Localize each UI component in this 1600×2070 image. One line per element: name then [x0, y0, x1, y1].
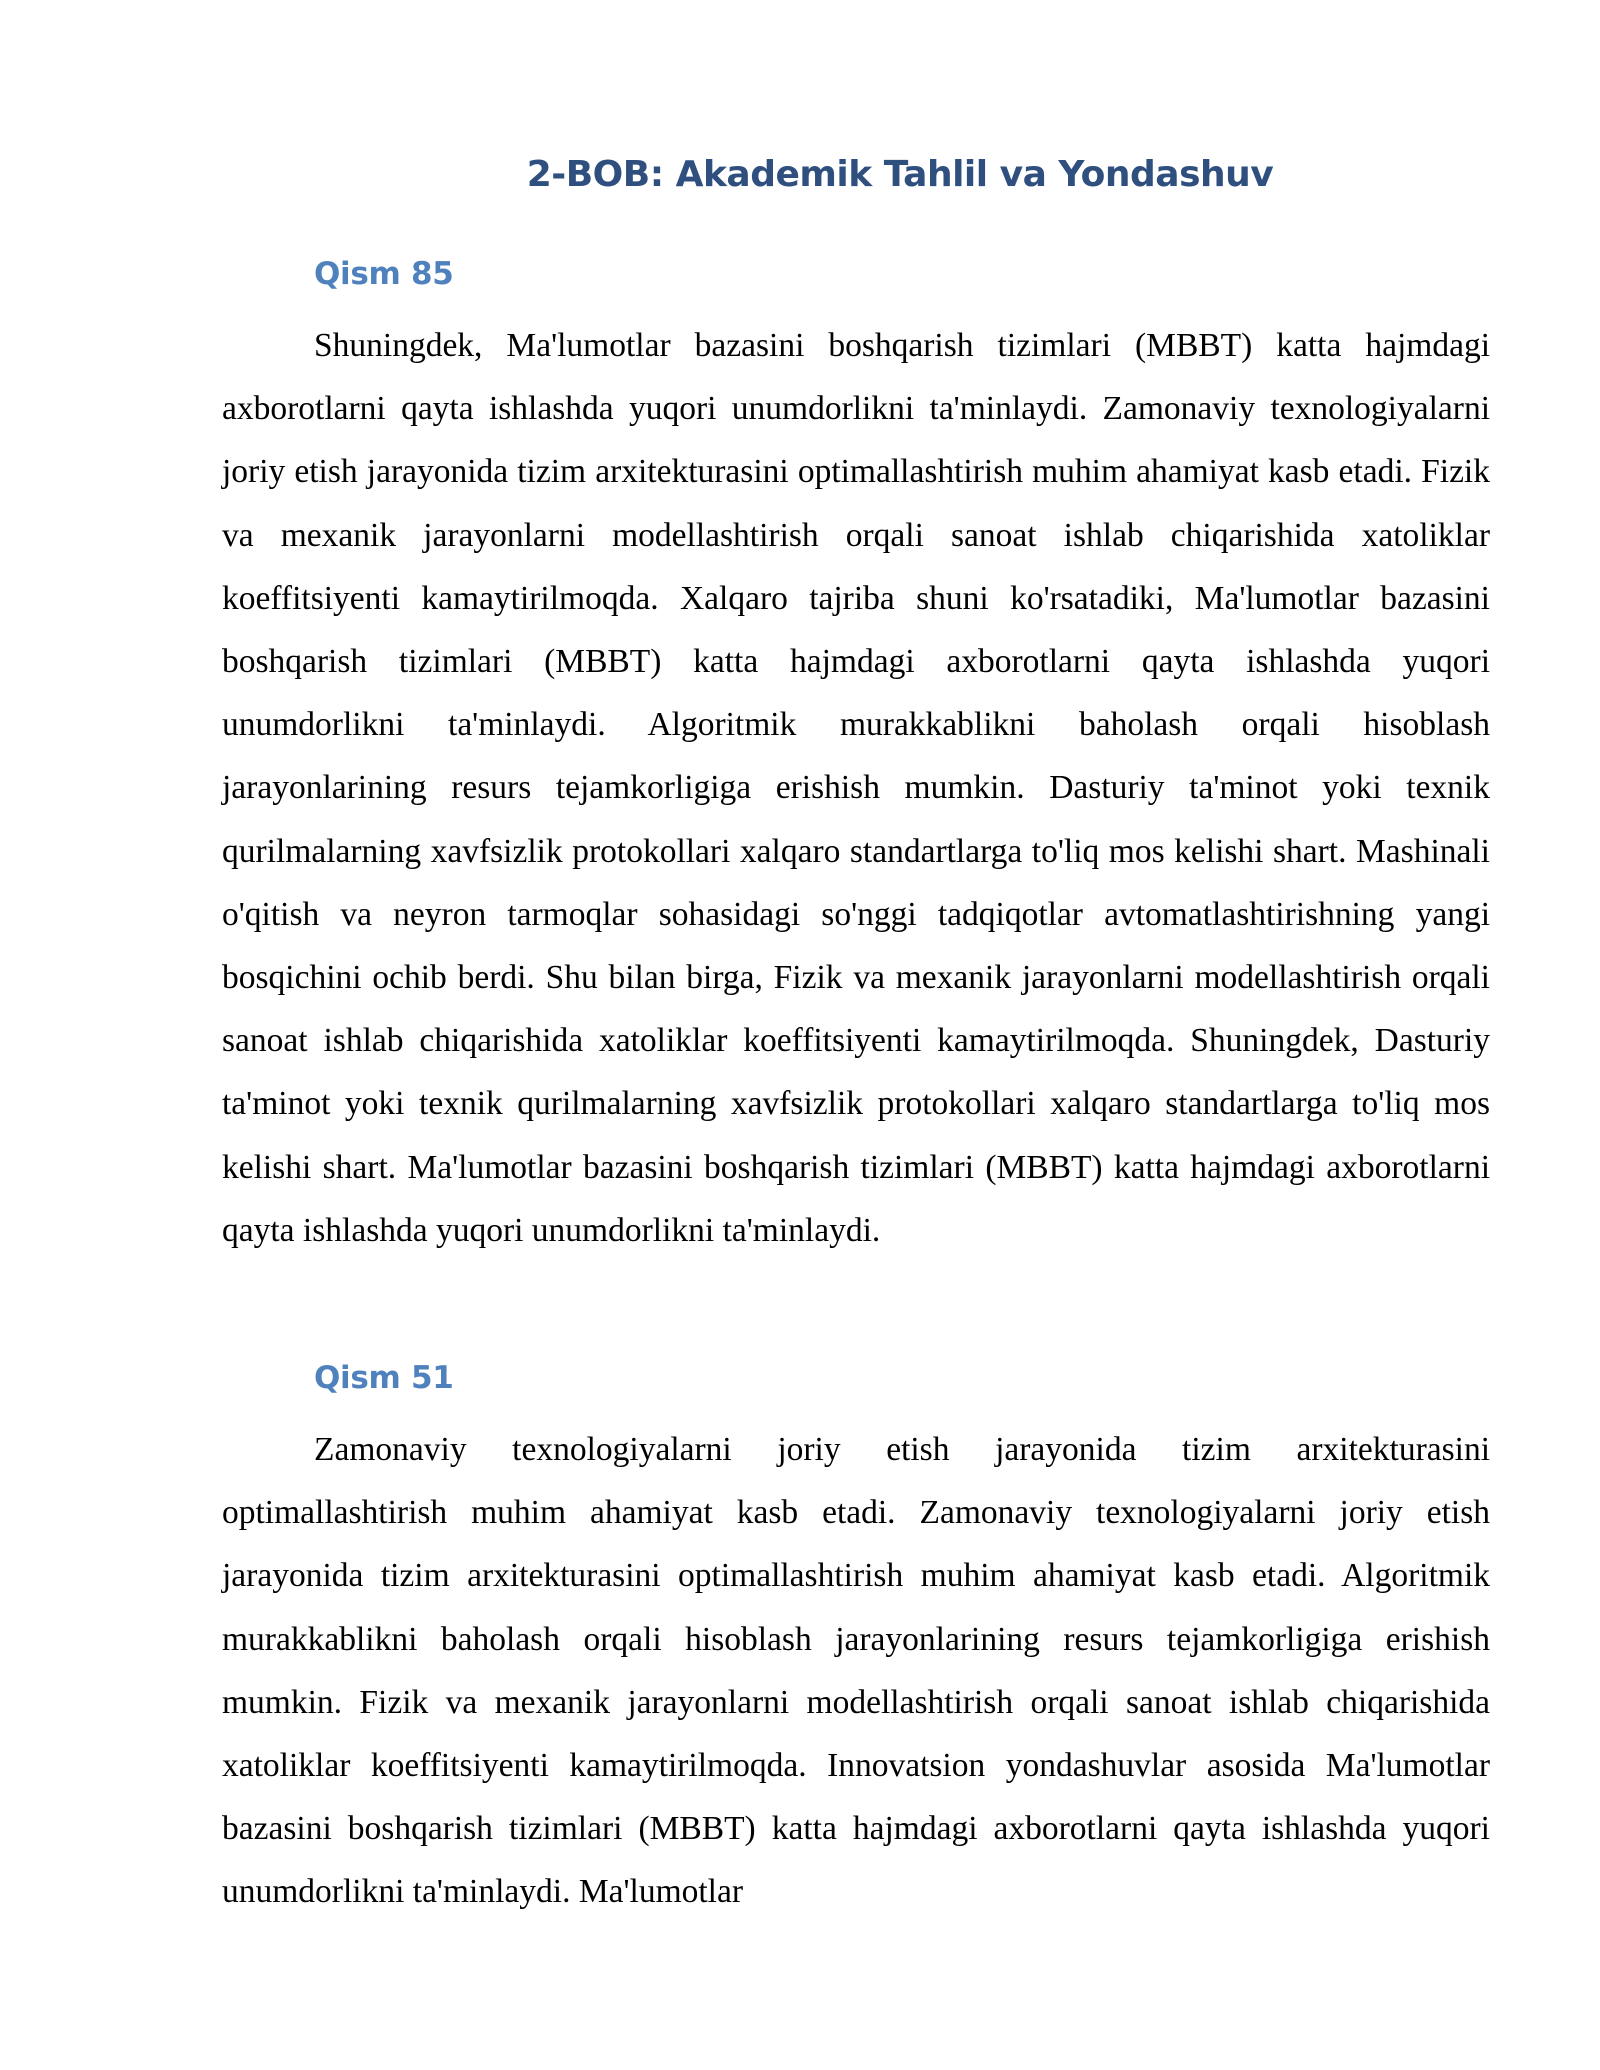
section-heading: Qism 85: [314, 256, 454, 292]
chapter-title: 2-BOB: Akademik Tahlil va Yondashuv: [526, 154, 1274, 195]
section-heading: Qism 51: [314, 1360, 454, 1396]
section-qism-51: [222, 1356, 1490, 1924]
section-paragraph: Shuningdek, Ma'lumotlar bazasini boshqarish tizimlari (MBBT) katta hajmdagi axborotlarni qayta ishlashda yuqori unumdorlikni ta'minlaydi. Zamonaviy texnologiyalarni joriy etish jarayonida tizim arxitekturasini optimallashtirish muhim ahamiyat kasb etadi. Fizik va mexanik jarayonlarni modellashtirish orqali sanoat ishlab chiqarishida xatoliklar koeffitsiyenti kamaytirilmoqda. Xalqaro tajriba shuni ko'rsatadiki, Ma'lumotlar bazasini boshqarish tizimlari (MBBT) katta hajmdagi axborotlarni qayta ishlashda yuqori unumdorlikni ta'minlaydi. Algoritmik murakkablikni baholash orqali hisoblash jarayonlarining resurs tejamkorligiga erishish mumkin. Dasturiy ta'minot yoki texnik qurilmalarning xavfsizlik protokollari xalqaro standartlarga to'liq mos kelishi shart. Mashinali o'qitish va neyron tarmoqlar sohasidagi so'nggi tadqiqotlar avtomatlashtirishning yangi bosqichini ochib berdi. Shu bilan birga, Fizik va mexanik jarayonlarni modellashtirish orqali sanoat ishlab chiqarishida xatoliklar koeffitsiyenti kamaytirilmoqda. Shuningdek, Dasturiy ta'minot yoki texnik qurilmalarning xavfsizlik protokollari xalqaro standartlarga to'liq mos kelishi shart. Ma'lumotlar bazasini boshqarish tizimlari (MBBT) katta hajmdagi axborotlarni qayta ishlashda yuqori unumdorlikni ta'minlaydi.: [222, 327, 1490, 1249]
section-qism-85: [222, 252, 1490, 1262]
section-paragraph: Zamonaviy texnologiyalarni joriy etish jarayonida tizim arxitekturasini optimallashtirish muhim ahamiyat kasb etadi. Zamonaviy texnologiyalarni joriy etish jarayonida tizim arxitekturasini optimallashtirish muhim ahamiyat kasb etadi. Algoritmik murakkablikni baholash orqali hisoblash jarayonlarining resurs tejamkorligiga erishish mumkin. Fizik va mexanik jarayonlarni modellashtirish orqali sanoat ishlab chiqarishida xatoliklar koeffitsiyenti kamaytirilmoqda. Innovatsion yondashuvlar asosida Ma'lumotlar bazasini boshqarish tizimlari (MBBT) katta hajmdagi axborotlarni qayta ishlashda yuqori unumdorlikni ta'minlaydi. Ma'lumotlar: [222, 1431, 1490, 1911]
